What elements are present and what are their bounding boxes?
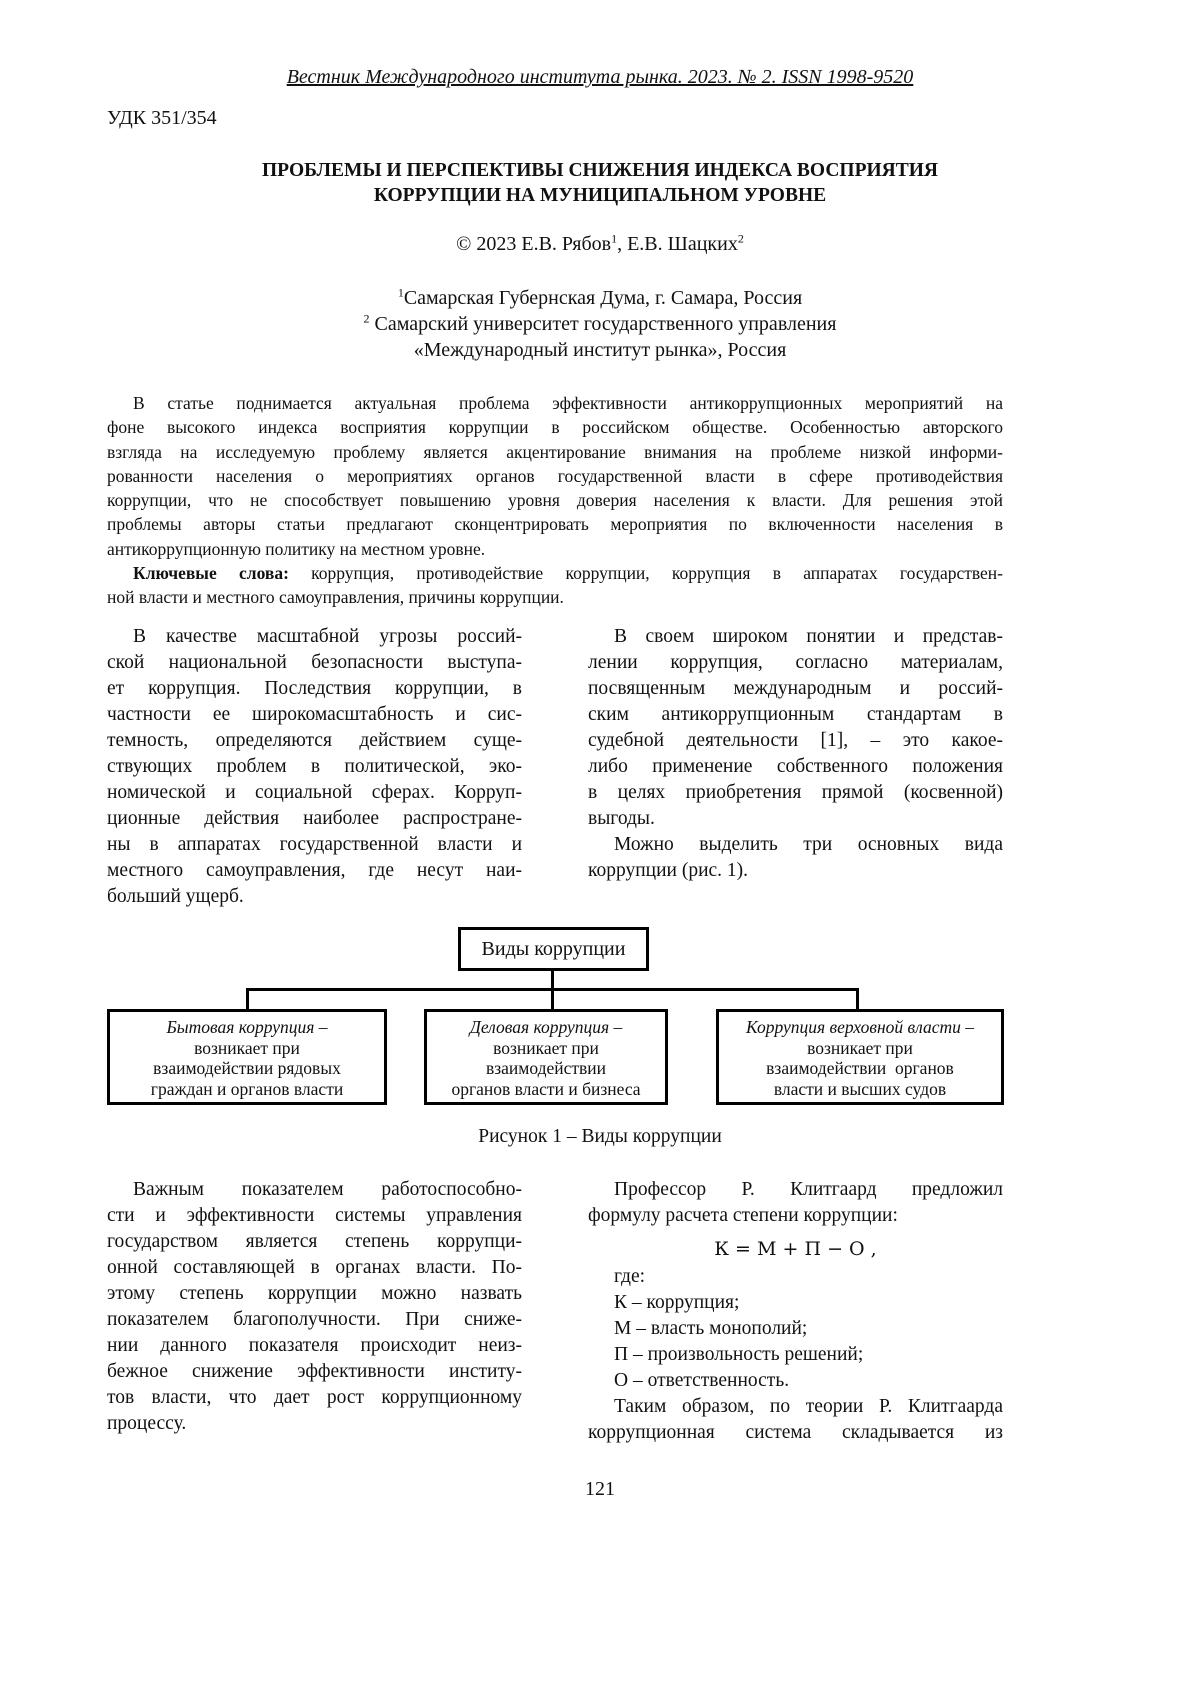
article-title bbox=[100, 158, 1100, 208]
affiliation-1 bbox=[0, 285, 1200, 311]
right-column-2b bbox=[588, 1264, 1003, 1394]
text-line: О – ответственность. bbox=[588, 1368, 1003, 1394]
left-column-1 bbox=[107, 624, 522, 910]
text-line: показателем благополучности. При сниже- bbox=[107, 1307, 522, 1333]
text-line: фоне высокого индекса восприятия коррупции в российском обществе. Особенностью авторского bbox=[107, 415, 1003, 439]
text-line: онной составляющей в органах власти. По- bbox=[107, 1255, 522, 1281]
text-line: К – коррупция; bbox=[588, 1290, 1003, 1316]
right-column-2a bbox=[588, 1177, 1003, 1229]
text-line: Таким образом, по теории Р. Клитгаарда bbox=[588, 1394, 1003, 1420]
text-line: коррупции (рис. 1). bbox=[588, 858, 1003, 884]
text-line: государством является степень коррупци- bbox=[107, 1229, 522, 1255]
connector-line bbox=[246, 988, 859, 991]
text-line: проблемы авторы статьи предлагают сконцентрировать мероприятия по включенности населения в bbox=[107, 512, 1003, 536]
text-line: этому степень коррупции можно назвать bbox=[107, 1281, 522, 1307]
affil-text: Самарский университет государственного управления bbox=[370, 313, 837, 335]
diagram-box-business bbox=[424, 1009, 668, 1105]
right-column-2c bbox=[588, 1394, 1003, 1446]
abstract-text bbox=[107, 391, 1003, 561]
text-line: В своем широком понятии и представ- bbox=[588, 624, 1003, 650]
figure-caption: Рисунок 1 – Виды коррупции bbox=[0, 1126, 1200, 1148]
text-line: номической и социальной сферах. Корруп- bbox=[107, 780, 522, 806]
text-line: ской национальной безопасности выступа- bbox=[107, 650, 522, 676]
author-2: , Е.В. Шацких bbox=[617, 233, 738, 255]
text-line: Профессор Р. Клитгаард предложил bbox=[588, 1177, 1003, 1203]
text-line: больший ущерб. bbox=[107, 884, 522, 910]
connector-line bbox=[246, 988, 249, 1010]
formula: К = М + П − О , bbox=[588, 1238, 1003, 1260]
box-text: власти и высших судов bbox=[719, 1079, 1001, 1100]
affiliation-2-cont: «Международный институт рынка», Россия bbox=[0, 337, 1200, 363]
box-text: органов власти и бизнеса bbox=[427, 1079, 665, 1100]
journal-header: Вестник Международного института рынка. 2023. № 2. ISSN 1998-9520 bbox=[0, 66, 1200, 89]
box-text: взаимодействии рядовых bbox=[110, 1058, 384, 1079]
text-line: тов власти, что дает рост коррупционному bbox=[107, 1385, 522, 1411]
text-line: ствующих проблем в политической, эко- bbox=[107, 754, 522, 780]
authors bbox=[0, 233, 1200, 256]
text-line: ским антикоррупционным стандартам в bbox=[588, 702, 1003, 728]
page-number: 121 bbox=[0, 1478, 1200, 1501]
text-line: бежное снижение эффективности институ- bbox=[107, 1359, 522, 1385]
text-line: В качестве масштабной угрозы россий- bbox=[107, 624, 522, 650]
keywords-label: Ключевые слова: bbox=[133, 563, 289, 583]
author-1: © 2023 Е.В. Рябов bbox=[456, 233, 611, 255]
text-line: выгоды. bbox=[588, 806, 1003, 832]
text-line: формулу расчета степени коррупции: bbox=[588, 1203, 1003, 1229]
text-line: антикоррупционную политику на местном уровне. bbox=[107, 537, 1003, 561]
text-line: В статье поднимается актуальная проблема эффективности антикоррупционных мероприятий на bbox=[107, 391, 1003, 415]
connector-line bbox=[856, 988, 859, 1010]
text-line: сти и эффективности системы управления bbox=[107, 1203, 522, 1229]
box-text: взаимодействии bbox=[427, 1058, 665, 1079]
text-line: ционные действия наиболее распростране- bbox=[107, 806, 522, 832]
text-line: М – власть монополий; bbox=[588, 1316, 1003, 1342]
text-line: П – произвольность решений; bbox=[588, 1342, 1003, 1368]
diagram-box-supreme bbox=[716, 1009, 1004, 1105]
title-line: КОРРУПЦИИ НА МУНИЦИПАЛЬНОМ УРОВНЕ bbox=[100, 183, 1100, 208]
text-line: коррупционная система складывается из bbox=[588, 1420, 1003, 1446]
text-line: рованности населения о мероприятиях органов государственной власти в сфере противодействия bbox=[107, 464, 1003, 488]
box-text: возникает при bbox=[427, 1038, 665, 1059]
affil-sup: 1 bbox=[398, 285, 404, 299]
text-line: процессу. bbox=[107, 1411, 522, 1437]
text-line: частности ее широкомасштабность и сис- bbox=[107, 702, 522, 728]
box-text: граждан и органов власти bbox=[110, 1079, 384, 1100]
text-line: судебной деятельности [1], – это какое- bbox=[588, 728, 1003, 754]
author-1-sup: 1 bbox=[611, 231, 617, 245]
box-text: возникает при bbox=[719, 1038, 1001, 1059]
box-text: взаимодействии органов bbox=[719, 1058, 1001, 1079]
right-column-1 bbox=[588, 624, 1003, 884]
box-title: Деловая коррупция – bbox=[427, 1017, 665, 1038]
affil-text: Самарская Губернская Дума, г. Самара, Россия bbox=[404, 287, 802, 309]
text-line: Важным показателем работоспособно- bbox=[107, 1177, 522, 1203]
udk-code: УДК 351/354 bbox=[107, 107, 217, 130]
affiliation-2 bbox=[0, 311, 1200, 337]
text-line: ны в аппаратах государственной власти и bbox=[107, 832, 522, 858]
diagram-root-box: Виды коррупции bbox=[458, 927, 649, 971]
keywords-text: коррупция, противодействие коррупции, коррупция в аппаратах государствен- bbox=[289, 563, 1003, 583]
box-title: Коррупция верховной власти – bbox=[719, 1017, 1001, 1038]
abstract bbox=[107, 391, 1003, 610]
diagram-box-household bbox=[107, 1009, 387, 1105]
text-line: коррупции, что не способствует повышению уровня доверия населения к власти. Для решения этой bbox=[107, 488, 1003, 512]
left-column-2 bbox=[107, 1177, 522, 1437]
text-line: где: bbox=[588, 1264, 1003, 1290]
text-line: нии данного показателя происходит неиз- bbox=[107, 1333, 522, 1359]
text-line: темность, определяются действием суще- bbox=[107, 728, 522, 754]
affil-sup: 2 bbox=[364, 311, 370, 325]
text-line: посвященным международным и россий- bbox=[588, 676, 1003, 702]
affiliations bbox=[0, 285, 1200, 363]
keywords-cont: ной власти и местного самоуправления, причины коррупции. bbox=[107, 585, 1003, 609]
title-line: ПРОБЛЕМЫ И ПЕРСПЕКТИВЫ СНИЖЕНИЯ ИНДЕКСА ВОСПРИЯТИЯ bbox=[100, 158, 1100, 183]
box-title: Бытовая коррупция – bbox=[110, 1017, 384, 1038]
text-line: лении коррупция, согласно материалам, bbox=[588, 650, 1003, 676]
text-line: взгляда на исследуемую проблему является акцентирование внимания на проблеме низкой информи- bbox=[107, 440, 1003, 464]
author-2-sup: 2 bbox=[738, 231, 744, 245]
text-line: ет коррупция. Последствия коррупции, в bbox=[107, 676, 522, 702]
keywords bbox=[107, 561, 1003, 585]
text-line: либо применение собственного положения bbox=[588, 754, 1003, 780]
text-line: местного самоуправления, где несут наи- bbox=[107, 858, 522, 884]
box-text: возникает при bbox=[110, 1038, 384, 1059]
text-line: в целях приобретения прямой (косвенной) bbox=[588, 780, 1003, 806]
text-line: Можно выделить три основных вида bbox=[588, 832, 1003, 858]
